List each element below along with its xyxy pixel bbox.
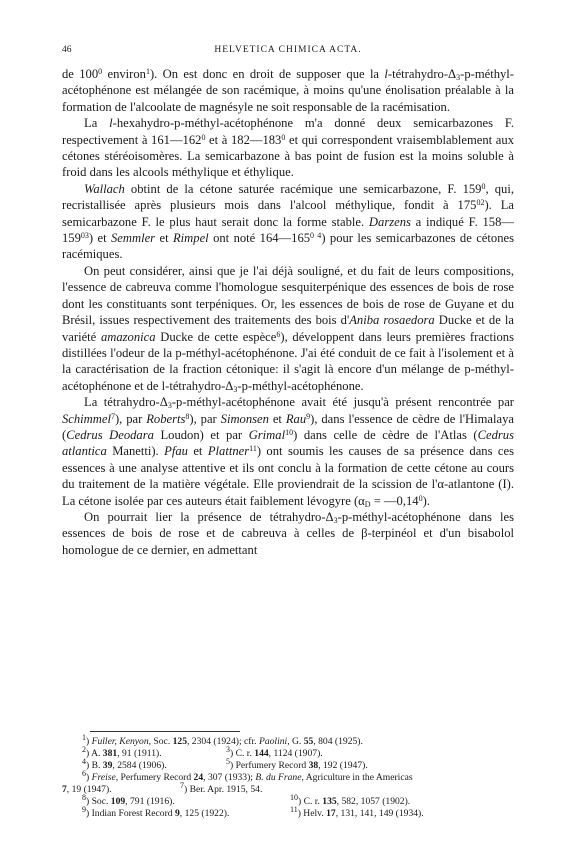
footnote-row-8-10 [62,793,514,808]
footnote-row-4-5 [62,757,514,772]
page-number: 46 [62,45,72,55]
footnote-2: $^2$) A. 381, 91 (1911). [82,745,162,759]
footnote-10: $^{10}$) C. r. 135, 582, 1057 (1902). [290,793,411,807]
footnote-row-6-7 [62,781,514,796]
footnote-1: $^1$) Fuller, Kenyon, Soc. 125, 2304 (1924); cfr. Paolini, G. 55, 804 (1925). [82,733,363,747]
paragraph-1: de $100^0$ environ$^1$). On est donc en droit de supposer que la $l-tétrahydro-\Delta_3-p-méthyl$-acétophénone est mélangée de son racémique, à moins qu'une énolisation préalable à la formation de l'alcoolate de magnésyle ne soit responsable de la racémisation. [62,67,514,114]
footnote-5: $^5$) Perfumery Record 38, 192 (1947). [226,757,368,771]
footnote-3: $^3$) C. r. 144, 1124 (1907). [226,745,323,759]
footnote-7: $^7$) Ber. Apr. 1915, 54. [180,781,263,795]
footnote-row-9-11 [62,805,514,820]
footnote-row-2-3 [62,745,514,760]
running-header [62,45,514,59]
footnote-9: $^9$) Indian Forest Record 9, 125 (1922). [82,805,230,819]
paragraph-4: On peut considérer, ainsi que je l'ai déjà souligné, et du fait de leurs compositions, l'essence de cabreuva comme l'homologue sesquiterpénique des essences de bois de rose dont les constituants sont terpéniques. Or, les essences de bois de rose de Guyane et du Brésil, issues respectivement des traitements des bois d'Aniba rosaedora Ducke et de la variété amazonica Ducke de cette espèce$^6$), développent dans leurs premières fractions distillées l'odeur de la p-méthyl-acétophénone. J'ai été conduit de ce fait à l'isolement et à la caractérisation de la fraction cétonique: il s'agit là encore d'un mélange de p-méthyl-acétophénone et de $l-tétrahydro-\Delta_3-p-méthyl$-acétophénone. [62,263,514,394]
author-wallach: Wallach [84,181,125,196]
footnote-6-cont: 7, 19 (1947). [62,784,112,795]
paragraph-3: Wallach obtint de la cétone saturée racémique une semicarbazone, F. $159^0$, qui, recristallisée après plusieurs mois dans l'alcool méthylique, fondit à $175^{02}$). La semicarbazone F. le plus haut serait donc la forme stable. Darzens a indiqué F. $158—159^{03}$) et Semmler et Rimpel ont noté $164—165^{0 4}$) pour les semicarbazones de cétones racémiques. [62,181,514,262]
footnotes [62,733,514,820]
footnote-8: $^8$) Soc. 109, 791 (1916). [82,793,175,807]
journal-title: HELVETICA CHIMICA ACTA. [214,45,362,55]
footnote-4: $^4$) B. 39, 2584 (1906). [82,757,167,771]
paragraph-6: On pourrait lier la présence de tétrahydro-$\Delta_3-p-méthyl$-acétophénone dans les essences de bois de rose et de cabreuva à celles de β-terpinéol et d'un bisabolol homologue de ce dernier, en admettant [62,509,514,557]
footnote-rule [90,731,240,732]
footnote-11: $^{11}$) Helv. 17, 131, 141, 149 (1934). [290,805,424,819]
paragraph-5: La tétrahydro-$\Delta_3-p-méthyl$-acétophénone avait été jusqu'à présent rencontrée par Schimmel$^7$), par Roberts$^8$), par Simonsen et Rau$^9$), dans l'essence de cèdre de l'Himalaya (Cedrus Deodara Loudon) et par Grimal$^{10}$) dans celle de cèdre de l'Atlas (Cedrus atlantica Manetti). Pfau et Plattner$^{11}$) ont soumis les causes de sa présence dans ces essences à une analyse attentive et ils ont conclu à la formation de cette cétone au cours du traitement de la matière végétale. Elle proviendrait de la scission de l'α-atlantone (I). La cétone isolée par ces auteurs était faiblement lévogyre ($\alpha_D$ = $—0,14^0$). [62,395,514,509]
main-text [62,66,514,558]
footnote-6: $^6$) Freise, Perfumery Record 24, 307 (1933); B. du Frane, Agriculture in the Americas [82,769,413,783]
paragraph-2: La l-hexahydro-p-méthyl-acétophénone m'a donné deux semicarbazones F. respectivement à $161—162^0$ et à $182—183^0$ et qui correspondent vraisemblablement aux cétones stéréoisomères. La semicarbazone à bas point de fusion est la moins soluble à froid dans les alcools méthylique et éthylique. [62,116,514,180]
